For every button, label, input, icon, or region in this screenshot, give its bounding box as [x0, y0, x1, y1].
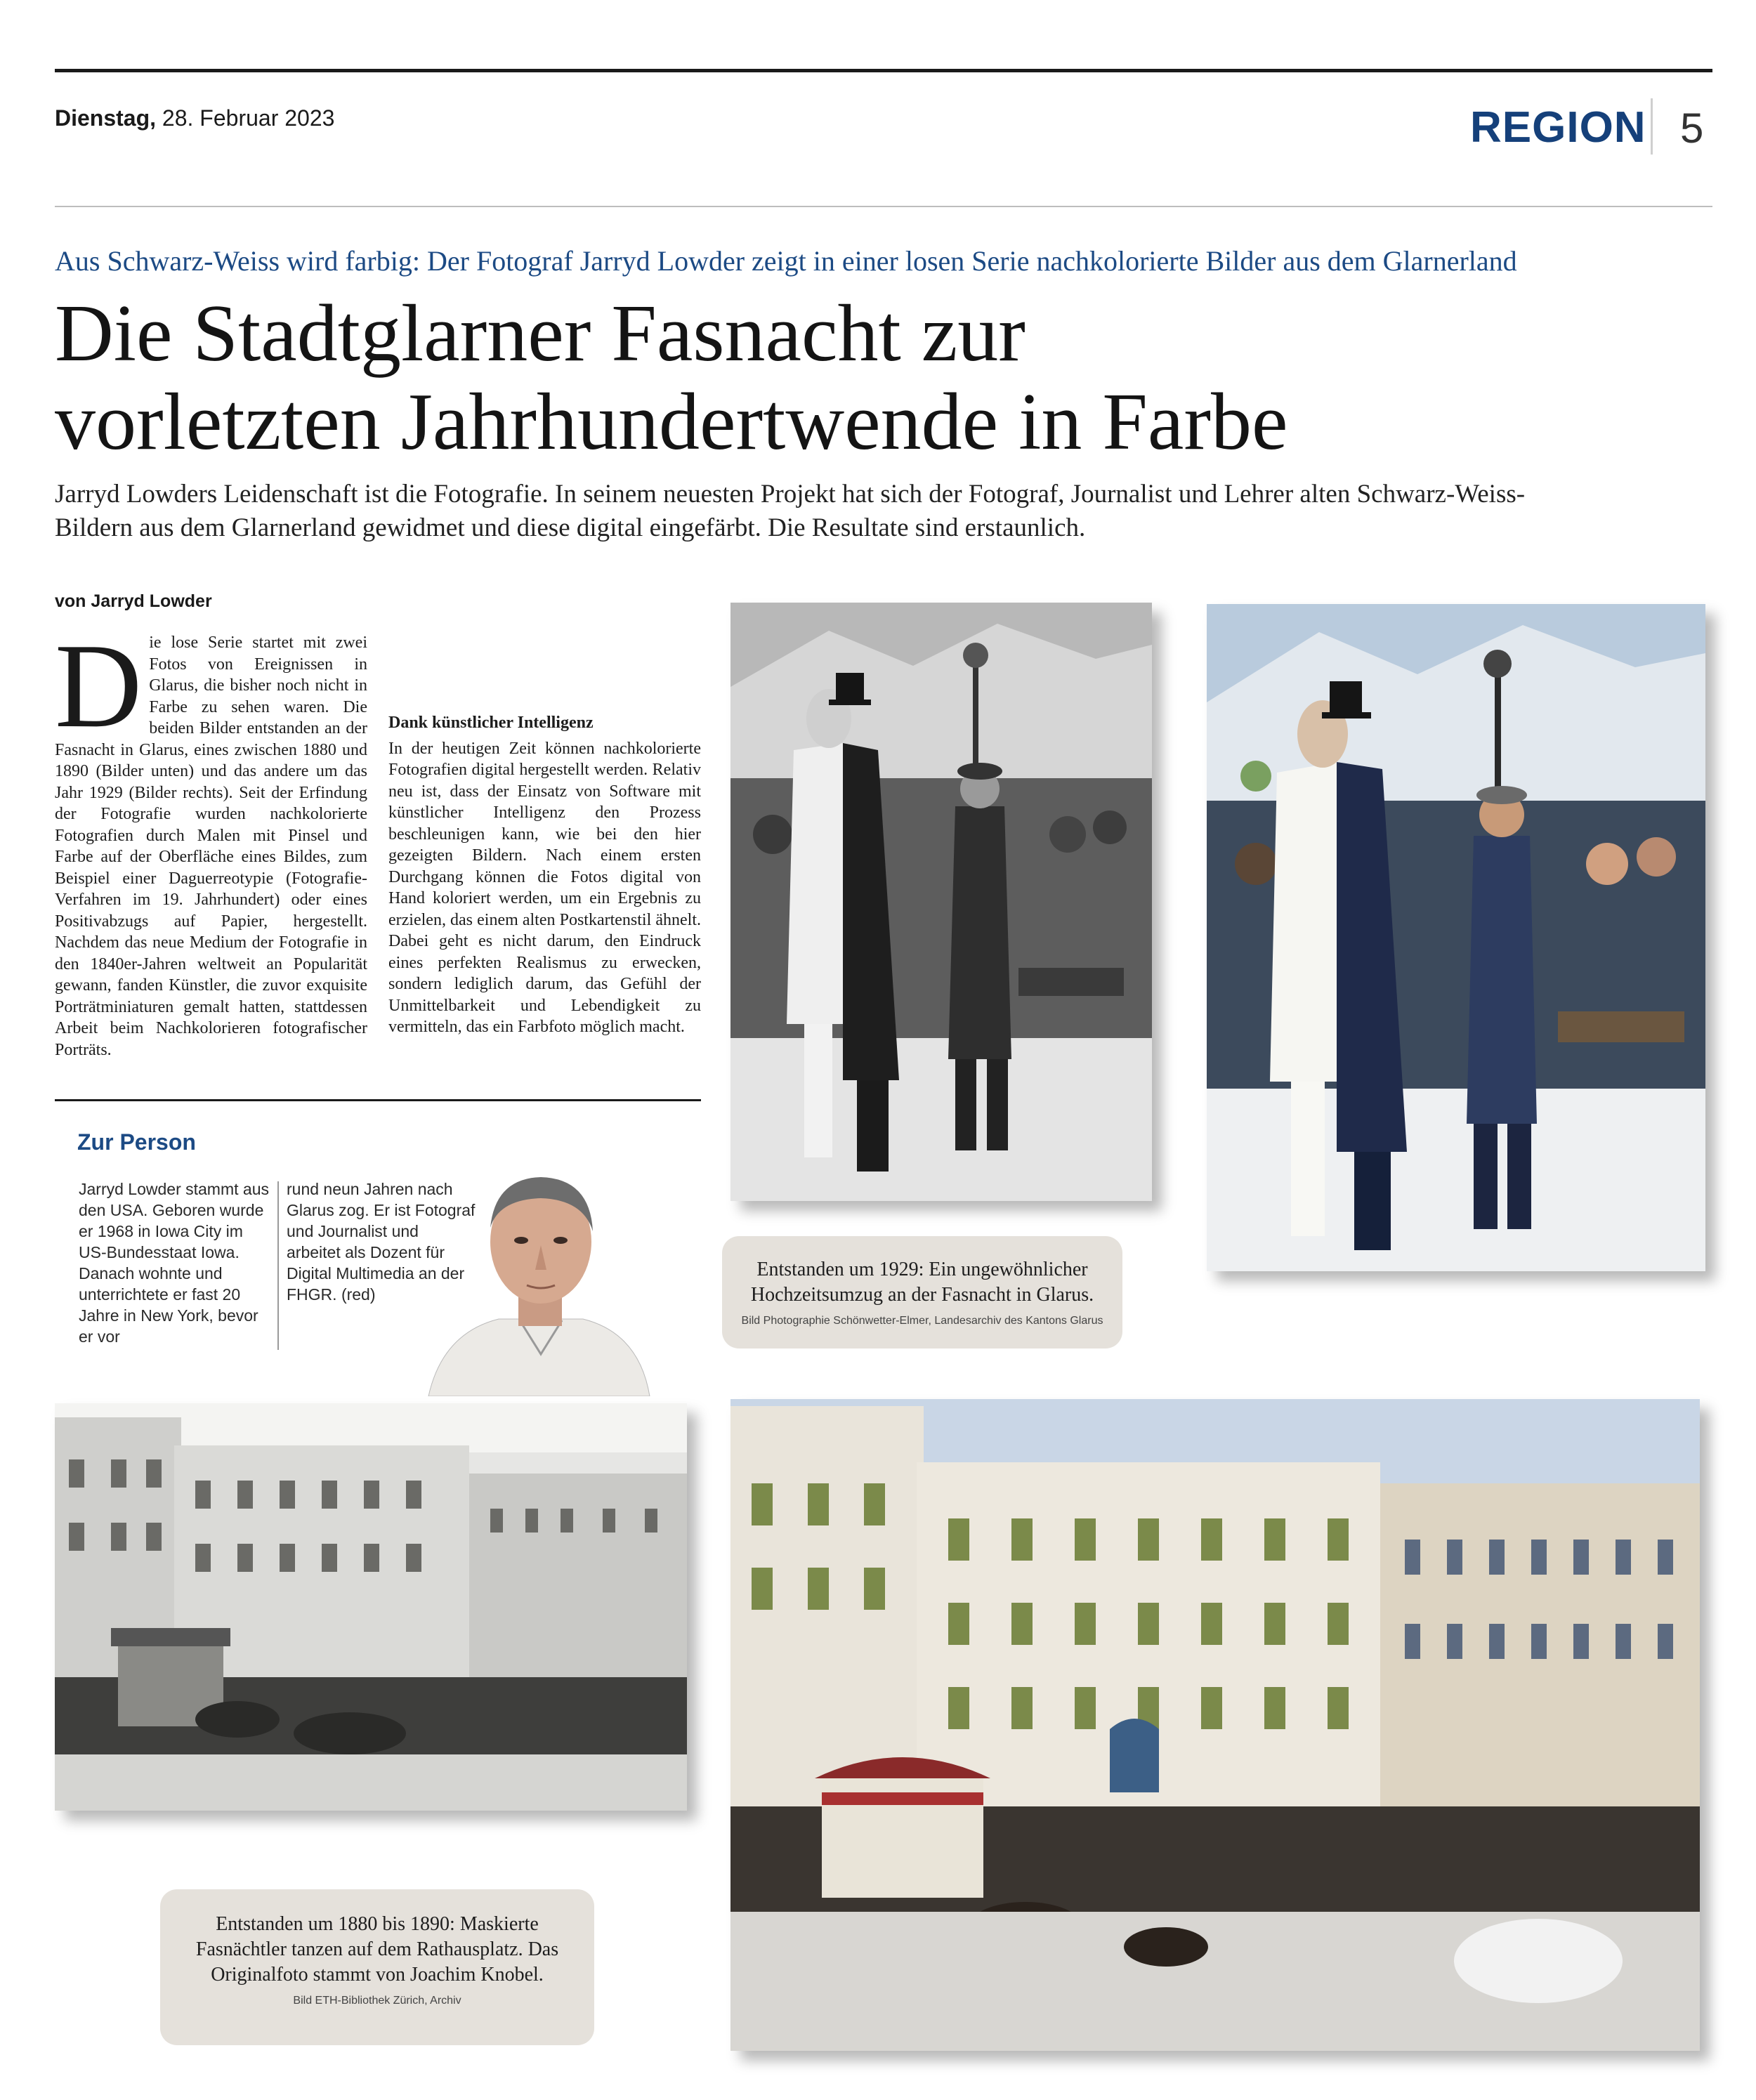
caption-1880-credit: Bild ETH-Bibliothek Zürich, Archiv	[293, 1995, 461, 2007]
section-rule	[55, 1099, 701, 1101]
lead-text: Jarryd Lowders Leidenschaft ist die Fotografie. In seinem neuesten Projekt hat sich der Fotograf, Journalist und Lehrer alten Schwarz-Weiss-Bildern aus dem Glarnerland gewidmet und diese digital eingefärbt. Die Resultate sind erstaunlich.	[55, 480, 1526, 542]
header-rule	[55, 206, 1712, 207]
byline: von Jarryd Lowder	[55, 591, 212, 611]
body-paragraph-1: ie lose Serie startet mit zwei Fotos von Ereignissen in Glarus, die bisher noch nicht in Farbe zu sehen waren. Die beiden Bilder entstanden an der Fasnacht in Glarus, eines zwischen 1880 und 1890 (Bilder unten) und das andere um das Jahr 1929 (Bilder rechts). Seit der Erfindung der Fotografie wurden nachkolorierte Fotografien durch Malen mit Pinsel und Farbe auf der Oberfläche eines Bildes, zum Beispiel einer Daguerreotypie (Fotografie-Verfahren im 19. Jahrhundert) oder eines Positivabzugs auf Papier, hergestellt. Nachdem das neue Medium der Fotografie in den 1840er-Jahren weltweit an Popularität gewann, fanden Künstler, die zuvor exquisite Porträtminiaturen gemalt hatten, stattdessen Arbeit beim Nachkolorieren fotografischer Porträts.	[55, 634, 367, 1059]
body-column-2	[388, 702, 701, 1038]
person-divider	[277, 1181, 279, 1350]
body-paragraph-2: In der heutigen Zeit können nachkolorierte Fotografien digital hergestellt werden. Relativ neu ist, dass der Einsatz von Software mit künstlicher Intelligenz den Prozess beschleunigen kann, wie bei den hier gezeigten Bildern. Nach einem ersten Durchgang können die Fotos digital von Hand koloriert werden, um ein Ergebnis zu erzielen, das einem alten Postkartenstil ähnelt. Dabei geht es nicht darum, den Eindruck eines perfekten Realismus zu erwecken, sondern lediglich darum, das Gefühl der Unmittelbarkeit und Lebendigkeit zu vermitteln, das ein Farbfoto möglich macht.	[388, 739, 701, 1036]
photo-1880-bw	[55, 1403, 687, 1811]
person-text-1: Jarryd Lowder stammt aus den USA. Geboren wurde er 1968 in Iowa City im US-Bundesstaat Iowa. Danach wohnte und unterrichtete er fast 20 Jahre in New York, bevor er vor	[79, 1180, 269, 1346]
page-number: 5	[1680, 105, 1704, 152]
caption-1929	[722, 1236, 1122, 1348]
drop-cap: D	[55, 619, 143, 753]
author-portrait	[414, 1157, 653, 1396]
caption-1929-text: Entstanden um 1929: Ein ungewöhnlicher Hochzeitsumzug an der Fasnacht in Glarus.	[750, 1259, 1094, 1306]
photo-1880-color	[730, 1399, 1700, 2051]
headline: Die Stadtglarner Fasnacht zur vorletzten Jahrhundertwende in Farbe	[55, 289, 1288, 467]
person-box-title: Zur Person	[77, 1129, 196, 1155]
caption-1880-text: Entstanden um 1880 bis 1890: Maskierte Fasnächtler tanzen auf dem Rathausplatz. Das Originalfoto stammt von Joachim Knobel.	[195, 1913, 559, 1986]
subheading: Dank künstlicher Intelligenz	[388, 714, 594, 732]
person-text-2: rund neun Jahren nach Glarus zog. Er ist Fotograf und Journalist und arbeitet als Dozent für Digital Multimedia an der FHGR. (red)	[287, 1180, 476, 1304]
top-rule	[55, 69, 1712, 72]
body-column-1	[55, 619, 367, 1059]
caption-1929-credit: Bild Photographie Schönwetter-Elmer, Landesarchiv des Kantons Glarus	[741, 1315, 1103, 1327]
photo-1929-color	[1207, 604, 1705, 1271]
issue-date: Dienstag, 28. Februar 2023	[55, 105, 335, 131]
photo-1929-bw	[730, 603, 1152, 1201]
kicker: Aus Schwarz-Weiss wird farbig: Der Fotograf Jarryd Lowder zeigt in einer losen Serie nachkolorierte Bilder aus dem Glarnerland	[55, 245, 1517, 277]
section-label: REGION	[1470, 103, 1646, 152]
section-divider	[1651, 98, 1653, 155]
caption-1880	[160, 1889, 594, 2045]
